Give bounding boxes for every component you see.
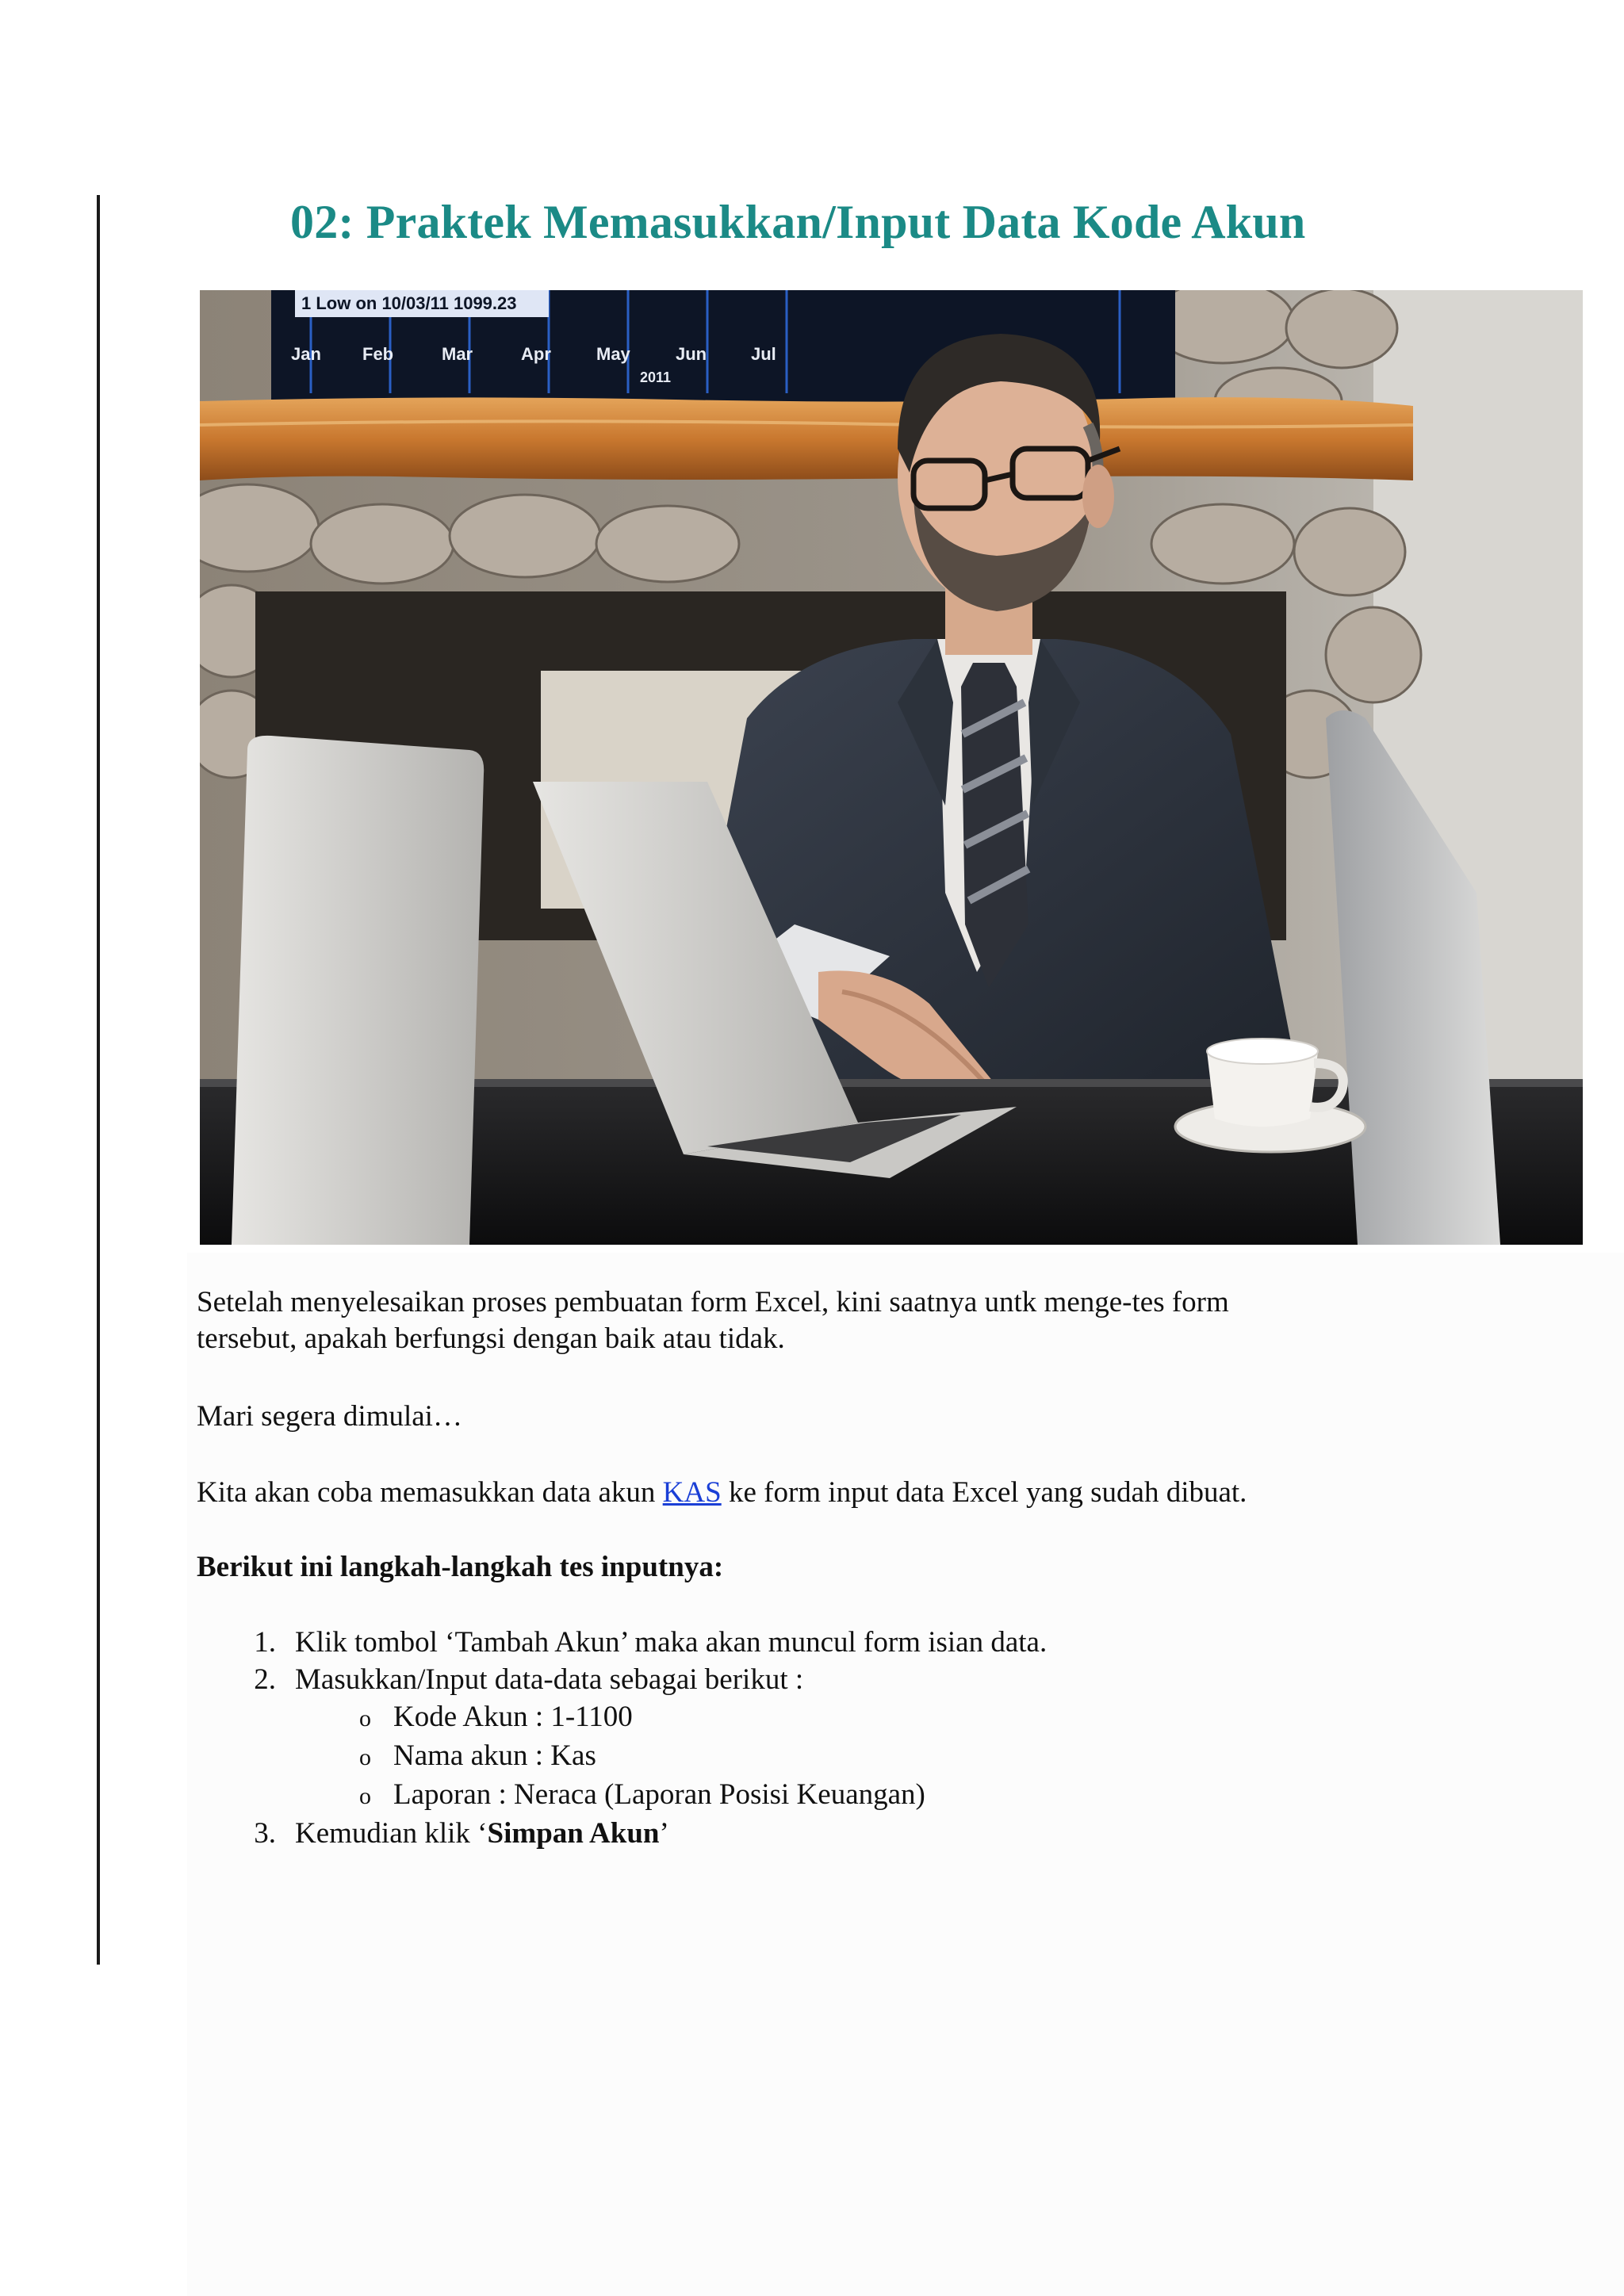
step-number: 1. — [254, 1626, 276, 1659]
kas-paragraph-after: ke form input data Excel yang sudah dibuat. — [721, 1476, 1247, 1509]
tv-chart-label: 1 Low on 10/03/11 1099.23 — [301, 293, 517, 313]
step-text-before: Kemudian klik ‘ — [295, 1817, 488, 1850]
steps-list — [197, 1624, 1047, 1852]
sub-list — [197, 1698, 1047, 1815]
sub-item-text: Kode Akun : 1-1100 — [393, 1701, 633, 1733]
step-item — [197, 1661, 1047, 1815]
kas-paragraph-before: Kita akan coba memasukkan data akun — [197, 1476, 663, 1509]
sub-item-text: Laporan : Neraca (Laporan Posisi Keuangan) — [393, 1778, 925, 1811]
tv-month-label: Apr — [521, 344, 551, 364]
kas-paragraph — [197, 1475, 1247, 1511]
step-item — [197, 1815, 1047, 1852]
step-text-bold: Simpan Akun — [487, 1817, 660, 1850]
tv-month-label: Jul — [751, 344, 776, 364]
start-paragraph: Mari segera dimulai… — [197, 1400, 462, 1433]
businessman-laptop-photo — [200, 290, 1583, 1245]
tv-month-label: Jun — [676, 344, 707, 364]
tv-year-label: 2011 — [640, 369, 672, 385]
tv-month-label: May — [596, 344, 630, 364]
steps-heading: Berikut ini langkah-langkah tes inputnya: — [197, 1551, 724, 1583]
sub-item — [197, 1737, 1047, 1776]
sub-item-text: Nama akun : Kas — [393, 1739, 596, 1772]
step-item — [197, 1624, 1047, 1661]
tv-month-label: Feb — [362, 344, 394, 364]
step-text: Klik tombol ‘Tambah Akun’ maka akan muncul form isian data. — [295, 1626, 1048, 1659]
left-margin-rule — [97, 195, 100, 1965]
bullet-icon: o — [359, 1783, 371, 1809]
bullet-icon: o — [359, 1705, 371, 1732]
bullet-icon: o — [359, 1744, 371, 1770]
intro-line-1: Setelah menyelesaikan proses pembuatan form Excel, kini saatnya untk menge-tes form — [197, 1286, 1229, 1318]
kas-link[interactable]: KAS — [662, 1476, 722, 1509]
sub-item — [197, 1698, 1047, 1737]
tv-month-label: Jan — [291, 344, 321, 364]
tv-month-label: Mar — [442, 344, 473, 364]
page-title: 02: Praktek Memasukkan/Input Data Kode Akun — [290, 196, 1306, 248]
step-number: 2. — [254, 1663, 276, 1696]
step-number: 3. — [254, 1817, 276, 1850]
intro-paragraph — [197, 1284, 1229, 1357]
intro-line-2: tersebut, apakah berfungsi dengan baik atau tidak. — [197, 1322, 785, 1355]
step-text: Masukkan/Input data-data sebagai berikut : — [295, 1663, 804, 1696]
step-text-after: ’ — [659, 1817, 669, 1850]
sub-item — [197, 1776, 1047, 1815]
